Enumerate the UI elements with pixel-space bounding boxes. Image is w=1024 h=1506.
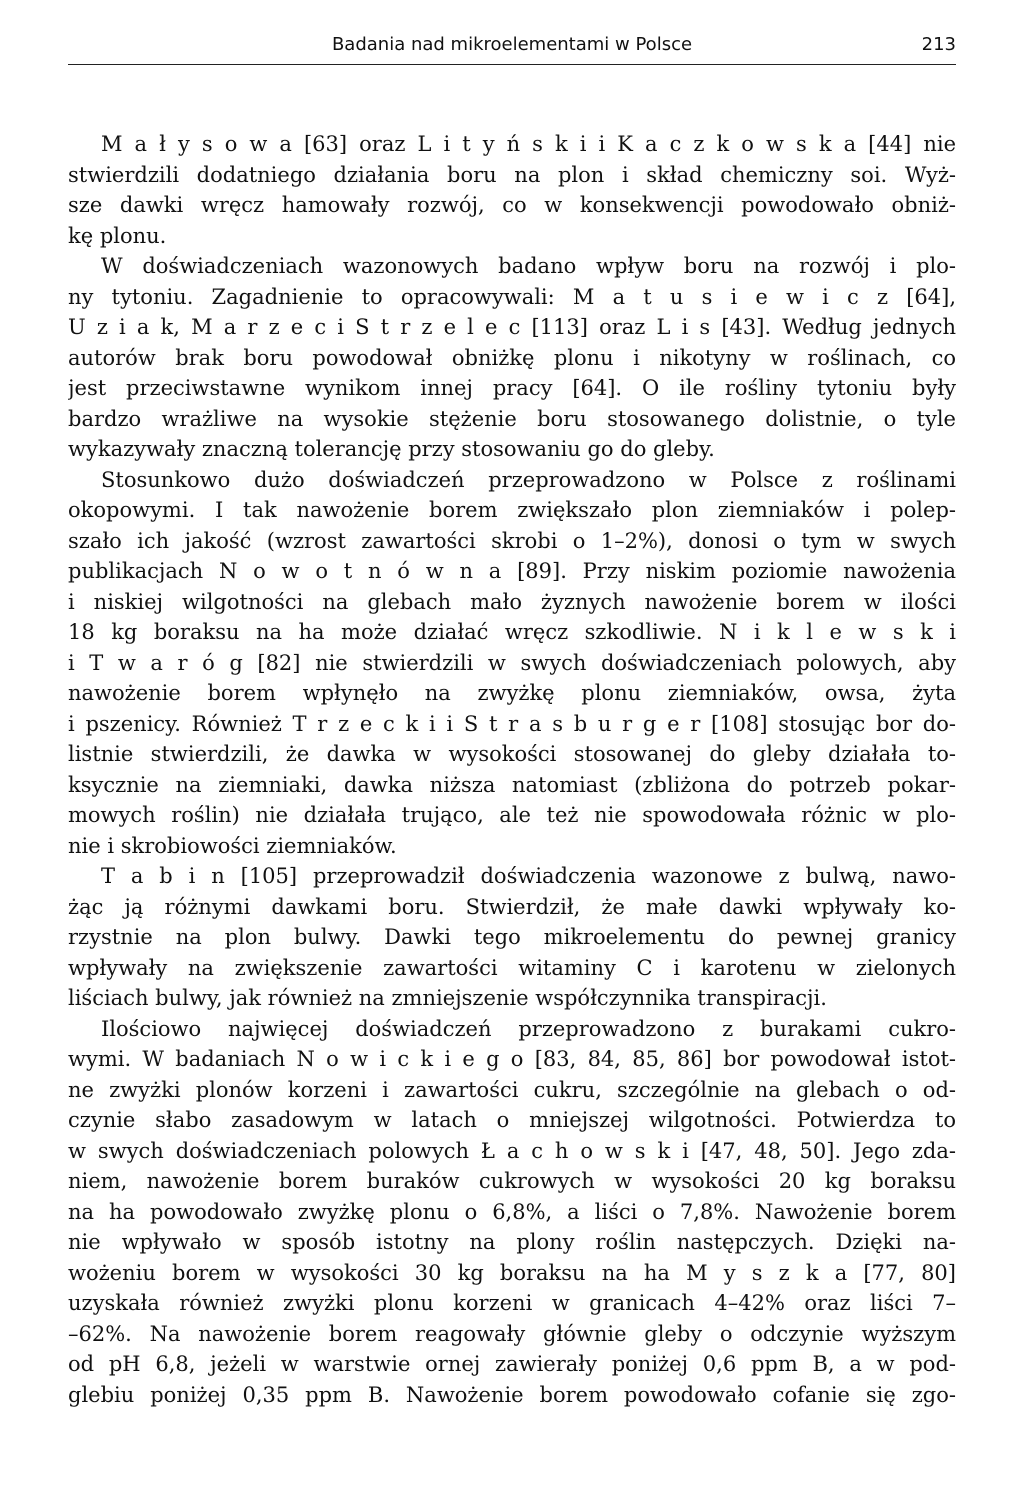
text-line: od pH 6,8, jeżeli w warstwie ornej zawierały poniżej 0,6 ppm B, a w pod- <box>68 1352 956 1376</box>
text-line: –62%. Na nawożenie borem reagowały głównie gleby o odczynie wyższym <box>68 1321 956 1346</box>
text-line: glebiu poniżej 0,35 ppm B. Nawożenie borem powodowało cofanie się zgo- <box>68 1382 956 1407</box>
text-line: kę plonu. <box>68 223 167 248</box>
text-line: nie i skrobiowości ziemniaków. <box>68 833 397 858</box>
text-line: ne zwyżki plonów korzeni i zawartości cukru, szczególnie na glebach o od- <box>68 1077 956 1102</box>
running-head <box>68 30 956 65</box>
text-line: mowych roślin) nie działała trująco, ale też nie spowodowała różnic w plo- <box>68 803 956 827</box>
text-line: jest przeciwstawne wynikom innej pracy [64]. O ile rośliny tytoniu były <box>68 376 956 400</box>
text-line: Stosunkowo dużo doświadczeń przeprowadzono w Polsce z roślinami <box>101 467 956 492</box>
text-line: T a b i n [105] przeprowadził doświadczenia wazonowe z bulwą, nawo- <box>101 864 956 888</box>
text-line: i pszenicy. Również T r z e c k i i S t r a s b u r g e r [108] stosując bor do- <box>68 711 956 736</box>
text-line: wożeniu borem w wysokości 30 kg boraksu na ha M y s z k a [77, 80] <box>68 1260 956 1285</box>
book-page <box>68 30 956 1410</box>
text-line: żąc ją różnymi dawkami boru. Stwierdził, że małe dawki wpływały ko- <box>68 894 956 919</box>
text-line: U z i a k, M a r z e c i S t r z e l e c [113] oraz L i s [43]. Według jednych <box>68 315 956 339</box>
text-line: publikacjach N o w o t n ó w n a [89]. Przy niskim poziomie nawożenia <box>68 559 956 583</box>
text-line: 18 kg boraksu na ha może działać wręcz szkodliwie. N i k l e w s k i <box>68 620 956 644</box>
text-line: wymi. W badaniach N o w i c k i e g o [83, 84, 85, 86] bor powodował istot- <box>68 1047 956 1071</box>
text-line: rzystnie na plon bulwy. Dawki tego mikroelementu do pewnej granicy <box>68 925 956 949</box>
text-line: liściach bulwy, jak również na zmniejszenie współczynnika transpiracji. <box>68 986 827 1010</box>
text-line: czynie słabo zasadowym w latach o mniejszej wilgotności. Potwierdza to <box>68 1108 956 1132</box>
text-line: sze dawki wręcz hamowały rozwój, co w konsekwencji powodowało obniż- <box>68 193 956 217</box>
text-line: nie wpływało w sposób istotny na plony roślin następczych. Dzięki na- <box>68 1230 956 1254</box>
body-text <box>68 129 956 1410</box>
text-line: na ha powodowało zwyżkę plonu o 6,8%, a liści o 7,8%. Nawożenie borem <box>68 1199 956 1224</box>
text-line: szało ich jakość (wzrost zawartości skrobi o 1–2%), donosi o tym w swych <box>68 528 956 553</box>
text-line: Ilościowo najwięcej doświadczeń przeprowadzono z burakami cukro- <box>101 1016 956 1041</box>
text-line: nawożenie borem wpłynęło na zwyżkę plonu ziemniaków, owsa, żyta <box>68 681 956 705</box>
text-line: niem, nawożenie borem buraków cukrowych w wysokości 20 kg boraksu <box>68 1169 956 1193</box>
text-line: listnie stwierdzili, że dawka w wysokości stosowanej do gleby działała to- <box>68 742 956 766</box>
text-line: w swych doświadczeniach polowych Ł a c h o w s k i [47, 48, 50]. Jego zda- <box>68 1138 956 1163</box>
text-line: ny tytoniu. Zagadnienie to opracowywali: M a t u s i e w i c z [64], <box>68 284 956 309</box>
text-line: wpływały na zwiększenie zawartości witaminy C i karotenu w zielonych <box>68 955 956 980</box>
text-line: stwierdzili dodatniego działania boru na plon i skład chemiczny soi. Wyż- <box>68 162 956 187</box>
text-line: M a ł y s o w a [63] oraz L i t y ń s k i i K a c z k o w s k a [44] nie <box>101 132 956 156</box>
text-line: okopowymi. I tak nawożenie borem zwiększało plon ziemniaków i polep- <box>68 498 956 522</box>
text-line: ksycznie na ziemniaki, dawka niższa natomiast (zbliżona do potrzeb pokar- <box>68 772 956 797</box>
page-number: 213 <box>921 34 956 55</box>
text-line: W doświadczeniach wazonowych badano wpływ boru na rozwój i plo- <box>101 254 956 278</box>
text-line: wykazywały znaczną tolerancję przy stosowaniu go do gleby. <box>68 437 715 461</box>
text-line: bardzo wrażliwe na wysokie stężenie boru stosowanego dolistnie, o tyle <box>68 406 956 431</box>
text-line: i niskiej wilgotności na glebach mało żyznych nawożenie borem w ilości <box>68 589 956 614</box>
text-line: autorów brak boru powodował obniżkę plonu i nikotyny w roślinach, co <box>68 345 956 370</box>
text-line: i T w a r ó g [82] nie stwierdzili w swych doświadczeniach polowych, aby <box>68 650 956 675</box>
text-line: uzyskała również zwyżki plonu korzeni w granicach 4–42% oraz liści 7– <box>68 1291 956 1315</box>
running-title: Badania nad mikroelementami w Polsce <box>331 34 693 55</box>
